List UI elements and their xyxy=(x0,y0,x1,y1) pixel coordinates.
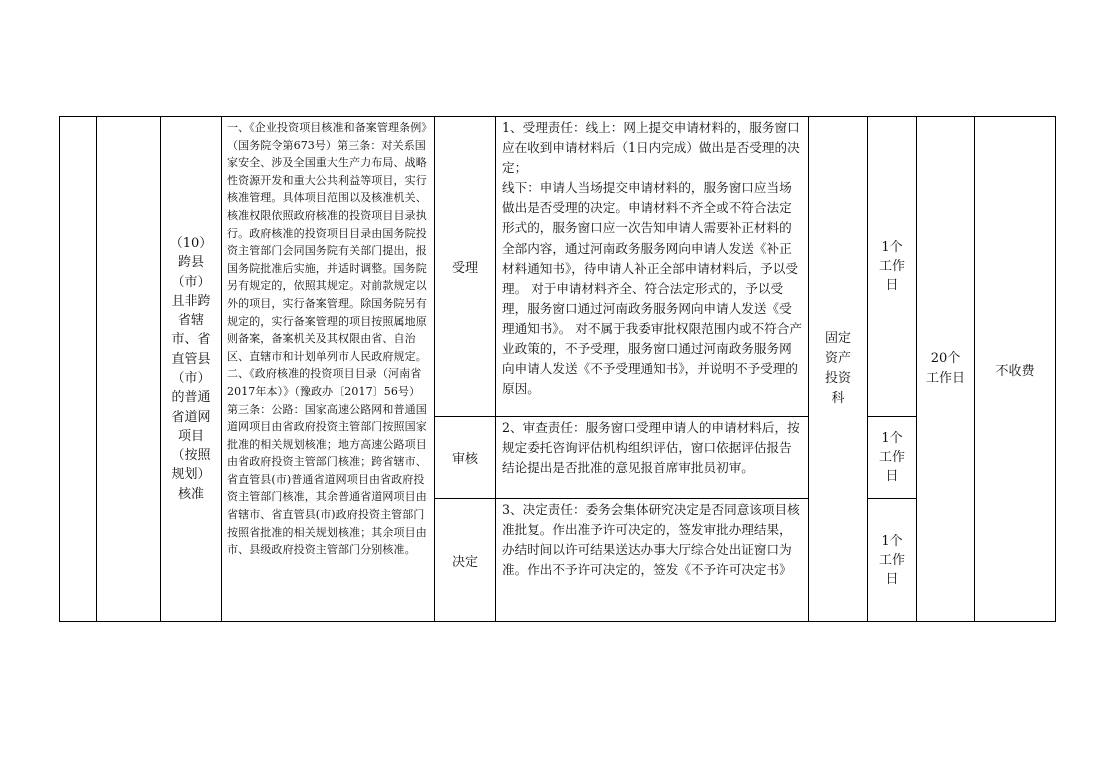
time-limit-decision: 1个工作日 xyxy=(868,499,917,622)
basis-paragraph: 二、《政府核准的投资项目目录（河南省2017年本）》（豫政办〔2017〕56号）第三条：公路：国家高速公路网和普通国道网项目由省政府投资主管部门按照国家批准的相关规划核准；地方高速公路项目由省政府投资主管部门核准；跨省辖市、省直管县(市)普通省道网项目由省政府投资主管部门核准，其余普通省道网项目由省辖市、省直管县(市)政府投资主管部门按照省批准的相关规划核准；其余项目由市、县级政府投资主管部门分别核准。 xyxy=(227,367,427,557)
legal-basis-cell xyxy=(222,117,435,622)
responsibility-paragraph: 1、受理责任：线上：网上提交申请材料的，服务窗口应在收到申请材料后（1日内完成）做出是否受理的决定； xyxy=(502,120,800,176)
empty-cell-2 xyxy=(97,117,161,622)
responsibility-paragraph: 2、审查责任：服务窗口受理申请人的申请材料后，按规定委托咨询评估机构组织评估，窗口依据评估报告结论提出是否批准的意见报首席审批员初审。 xyxy=(502,420,800,476)
responsibility-decision xyxy=(496,499,809,622)
approval-table xyxy=(59,116,1056,622)
stage-review: 审核 xyxy=(435,417,496,499)
responsibility-accept xyxy=(496,117,809,417)
responsibility-paragraph: 3、决定责任：委务会集体研究决定是否同意该项目核准批复。作出准予许可决定的，签发审批办理结果，办结时间以许可结果送达办事大厅综合处出证窗口为准。作出不予许可决定的，签发《不予许可决定书》 xyxy=(502,502,800,578)
empty-cell-1 xyxy=(60,117,97,622)
responsibility-review xyxy=(496,417,809,499)
department-cell: 固定资产投资科 xyxy=(809,117,868,622)
time-limit-review: 1个工作日 xyxy=(868,417,917,499)
stage-accept: 受理 xyxy=(435,117,496,417)
basis-paragraph: 一、《企业投资项目核准和备案管理条例》（国务院令第673号）第三条：对关系国家安全、涉及全国重大生产力布局、战略性资源开发和重大公共利益等项目，实行核准管理。具体项目范围以及核准机关、核准权限依照政府核准的投资项目目录执行。政府核准的投资项目目录由国务院投资主管部门会同国务院有关部门提出，报国务院批准后实施，并适时调整。国务院另有规定的，依照其规定。对前款规定以外的项目，实行备案管理。除国务院另有规定的，实行备案管理的项目按照属地原则备案，备案机关及其权限由省、自治区、直辖市和计划单列市人民政府规定。 xyxy=(227,121,427,363)
fee-cell: 不收费 xyxy=(975,117,1056,622)
total-time-cell: 20个工作日 xyxy=(917,117,975,622)
item-name-cell: （10）跨县（市）且非跨省辖市、省直管县（市）的普通省道网项目（按照规划）核准 xyxy=(161,117,222,622)
stage-decision: 决定 xyxy=(435,499,496,622)
time-limit-accept: 1个工作日 xyxy=(868,117,917,417)
responsibility-paragraph: 线下：申请人当场提交申请材料的，服务窗口应当场做出是否受理的决定。申请材料不齐全或不符合法定形式的，服务窗口应一次告知申请人需要补正材料的全部内容，通过河南政务服务网向申请人发送《补正材料通知书》，待申请人补正全部申请材料后，予以受理。 对于申请材料齐全、符合法定形式的，予以受理，服务窗口通过河南政务服务网向申请人发送《受理通知书》。 对不属于我委审批权限范围内或不符合产业政策的，不予受理，服务窗口通过河南政务服务网向申请人发送《不予受理通知书》，并说明不予受理的原因。 xyxy=(502,180,802,397)
